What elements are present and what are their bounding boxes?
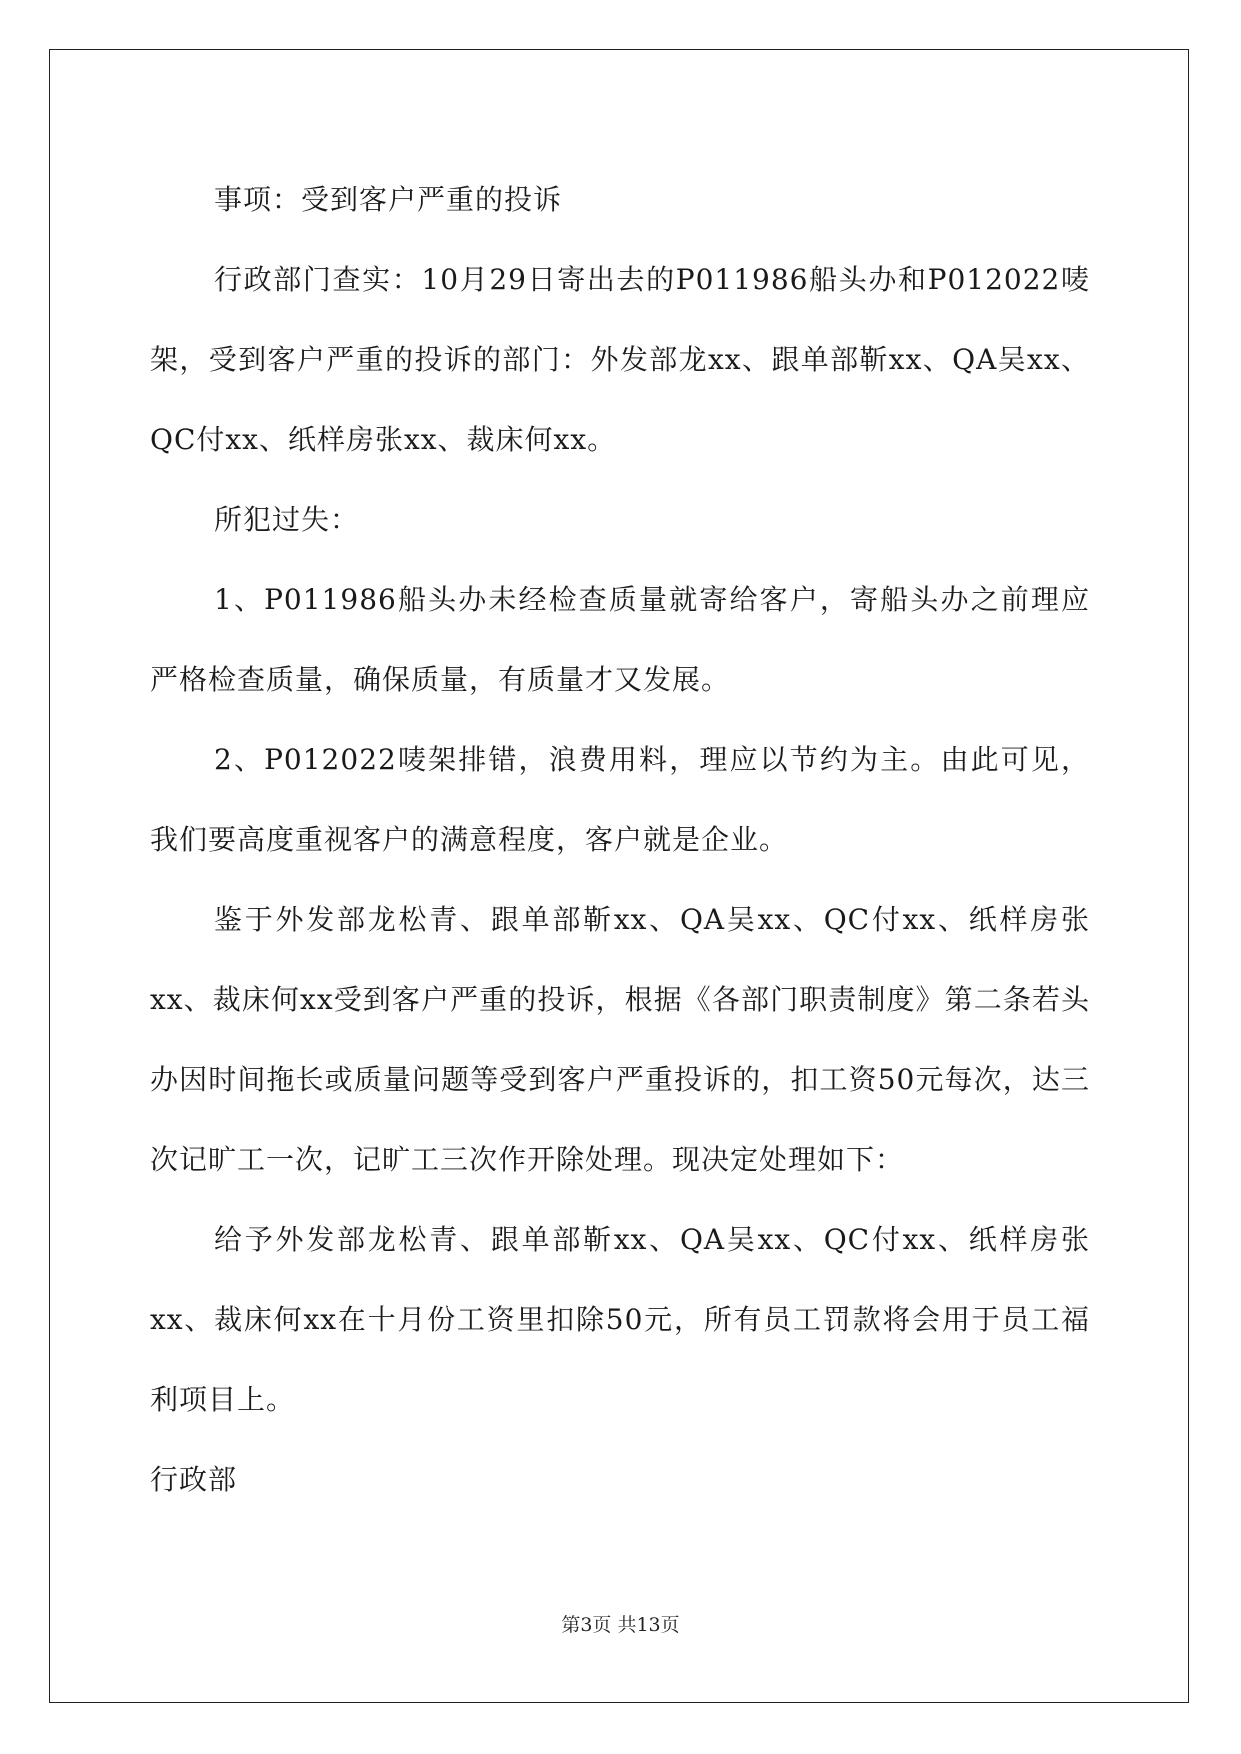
- document-body: [150, 160, 1090, 1520]
- page-number-footer: 第3页 共13页: [561, 1614, 680, 1636]
- signature: 行政部: [150, 1463, 238, 1496]
- fault-item-1: 1、P011986船头办未经检查质量就寄给客户，寄船头办之前理应严格检查质量，确保质量，有质量才又发展。: [150, 583, 1090, 696]
- subject-line: 事项：受到客户严重的投诉: [214, 183, 563, 216]
- finding-paragraph: 行政部门查实：10月29日寄出去的P011986船头办和P012022唛架，受到客户严重的投诉的部门：外发部龙xx、跟单部靳xx、QA吴xx、QC付xx、纸样房张xx、裁床何xx。: [150, 263, 1090, 456]
- penalty-paragraph: 给予外发部龙松青、跟单部靳xx、QA吴xx、QC付xx、纸样房张xx、裁床何xx在十月份工资里扣除50元，所有员工罚款将会用于员工福利项目上。: [150, 1223, 1090, 1416]
- decision-basis-paragraph: 鉴于外发部龙松青、跟单部靳xx、QA吴xx、QC付xx、纸样房张xx、裁床何xx受到客户严重的投诉，根据《各部门职责制度》第二条若头办因时间拖长或质量问题等受到客户严重投诉的，扣工资50元每次，达三次记旷工一次，记旷工三次作开除处理。现决定处理如下：: [150, 903, 1090, 1176]
- fault-item-2: 2、P012022唛架排错，浪费用料，理应以节约为主。由此可见，我们要高度重视客户的满意程度，客户就是企业。: [150, 743, 1090, 856]
- faults-heading: 所犯过失：: [214, 503, 360, 536]
